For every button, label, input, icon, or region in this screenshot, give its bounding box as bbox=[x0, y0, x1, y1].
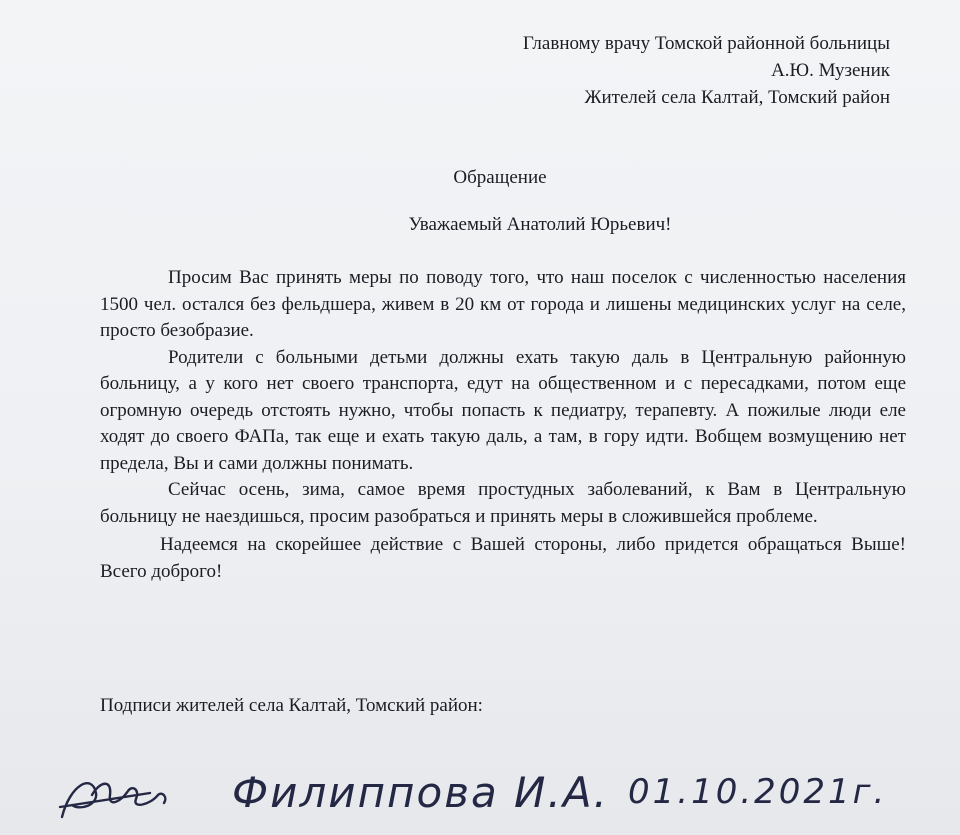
signatures-heading: Подписи жителей села Калтай, Томский район: bbox=[100, 695, 483, 716]
body-paragraph-1: Просим Вас принять меры по поводу того, что наш поселок с численностью населения 1500 чел. остался без фельдшера, живем в 20 км от города и лишены медицинских услуг на селе, просто безобразие. bbox=[100, 267, 906, 341]
signature-scribble bbox=[60, 783, 165, 817]
addressee-sender: Жителей села Калтай, Томский район bbox=[584, 87, 890, 108]
salutation: Уважаемый Анатолий Юрьевич! bbox=[408, 214, 672, 235]
handwritten-signature-line bbox=[0, 745, 960, 835]
addressee-recipient: Главному врачу Томской районной больницы bbox=[522, 33, 890, 54]
body-paragraph-2: Родители с больными детьми должны ехать такую даль в Центральную районную больницу, а у кого нет своего транспорта, едут на общественном и с пересадками, потом еще огромную очередь отстоять нужно, чтобы попасть к педиатру, терапевту. А пожилые люди еле ходят до своего ФАПа, так еще и ехать такую даль, а там, в гору идти. Вобщем возмущению нет предела, Вы и сами должны понимать. bbox=[100, 346, 906, 474]
handwritten-name: Филиппова И.А. bbox=[232, 768, 609, 817]
addressee-name: А.Ю. Музеник bbox=[771, 60, 890, 81]
letter-title: Обращение bbox=[453, 167, 547, 188]
body-paragraph-4: Надеемся на скорейшее действие с Вашей стороны, либо придется обращаться Выше! Всего доброго! bbox=[100, 534, 906, 582]
handwritten-date: 01.10.2021г. bbox=[628, 772, 888, 812]
body-paragraph-3: Сейчас осень, зима, самое время простудных заболеваний, к Вам в Центральную больницу не наездишься, просим разобраться и принять меры в сложившейся проблеме. bbox=[100, 479, 906, 527]
addressee-block bbox=[523, 30, 890, 111]
letter-body bbox=[100, 265, 906, 585]
